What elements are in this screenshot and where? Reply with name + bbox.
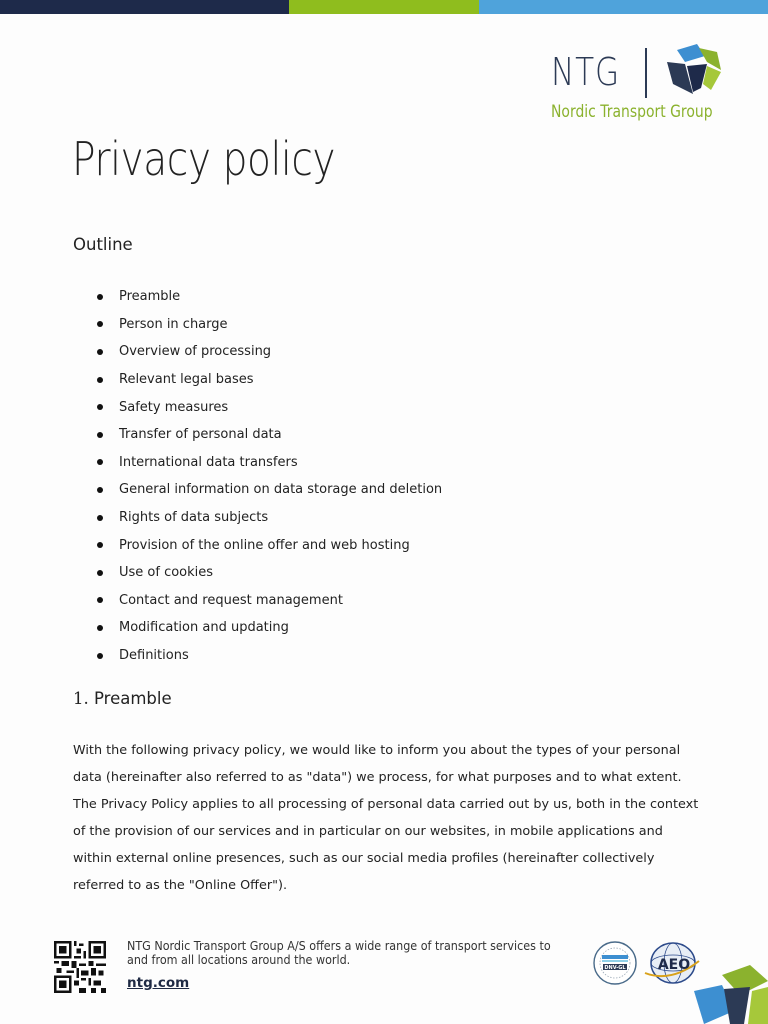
list-item [97,587,442,615]
preamble-paragraph: With the following privacy policy, we would like to inform you about the types of your personal data (hereinafter also referred to as "data") we process, for what purposes and to what extent. The Privacy Policy applies to all processing of personal data carried out by us, both in the context of the provision of our services and in particular on our websites, in mobile applications and within external online presences, such as our social media profiles (hereinafter collectively referred to as the "Online Offer"). [73,743,699,893]
bullet [97,377,103,383]
list-item [97,283,442,311]
outline-item-label: Preamble [119,289,181,305]
list-item [97,449,442,477]
dnv-label: DNV-GL [604,965,626,971]
page-title: Privacy policy [72,132,336,186]
bullet [97,487,103,493]
dnv-gl-certification-icon [592,940,638,986]
list-item [97,531,442,559]
outline-item-label: Person in charge [119,316,228,332]
outline-item-label: Safety measures [119,399,229,415]
ntg-logo[interactable] [551,44,726,128]
list-item [97,366,442,394]
bullet [97,459,103,465]
list-item [97,338,442,366]
outline-item-label: Relevant legal bases [119,372,254,388]
outline-item-label: Modification and updating [119,620,289,636]
outline-item-label: Transfer of personal data [119,427,282,443]
list-item [97,393,442,421]
bullet [97,625,103,631]
outline-list [97,283,442,669]
outline-item-label: Use of cookies [119,565,214,581]
top-bar-blue [479,0,768,14]
bullet [97,597,103,603]
bullet [97,404,103,410]
list-item [97,311,442,339]
outline-heading: Outline [73,235,133,254]
list-item [97,421,442,449]
page-footer [0,935,768,1024]
top-color-bar [0,0,768,14]
outline-item-label: Definitions [119,648,189,664]
section-number: 1. [73,689,89,708]
bullet [97,515,103,521]
footer-company-text: NTG Nordic Transport Group A/S offers a wide range of transport services to and from all locations around the world. [127,939,551,967]
logo-wordmark: NTG [551,50,620,94]
bullet [97,321,103,327]
corner-cube-icon [690,965,768,1024]
list-item [97,642,442,670]
section-title: Preamble [94,689,172,708]
list-item [97,559,442,587]
ntg-cube-logo-icon [663,44,723,100]
qr-code-icon[interactable] [54,941,106,993]
list-item [97,504,442,532]
logo-tagline: Nordic Transport Group [551,102,713,122]
top-bar-green [289,0,479,14]
list-item [97,614,442,642]
bullet [97,294,103,300]
outline-item-label: International data transfers [119,454,298,470]
bullet [97,542,103,548]
outline-item-label: Rights of data subjects [119,510,269,526]
top-bar-navy [0,0,289,14]
outline-item-label: Contact and request management [119,592,343,608]
outline-item-label: Overview of processing [119,344,272,360]
list-item [97,476,442,504]
bullet [97,653,103,659]
aeo-label: AEO [657,957,691,973]
bullet [97,349,103,355]
outline-item-label: Provision of the online offer and web hosting [119,537,410,553]
footer-website-link[interactable]: ntg.com [127,975,190,991]
logo-divider [645,48,647,98]
bullet [97,570,103,576]
section-heading-preamble [73,689,172,708]
bullet [97,432,103,438]
outline-item-label: General information on data storage and deletion [119,482,443,498]
